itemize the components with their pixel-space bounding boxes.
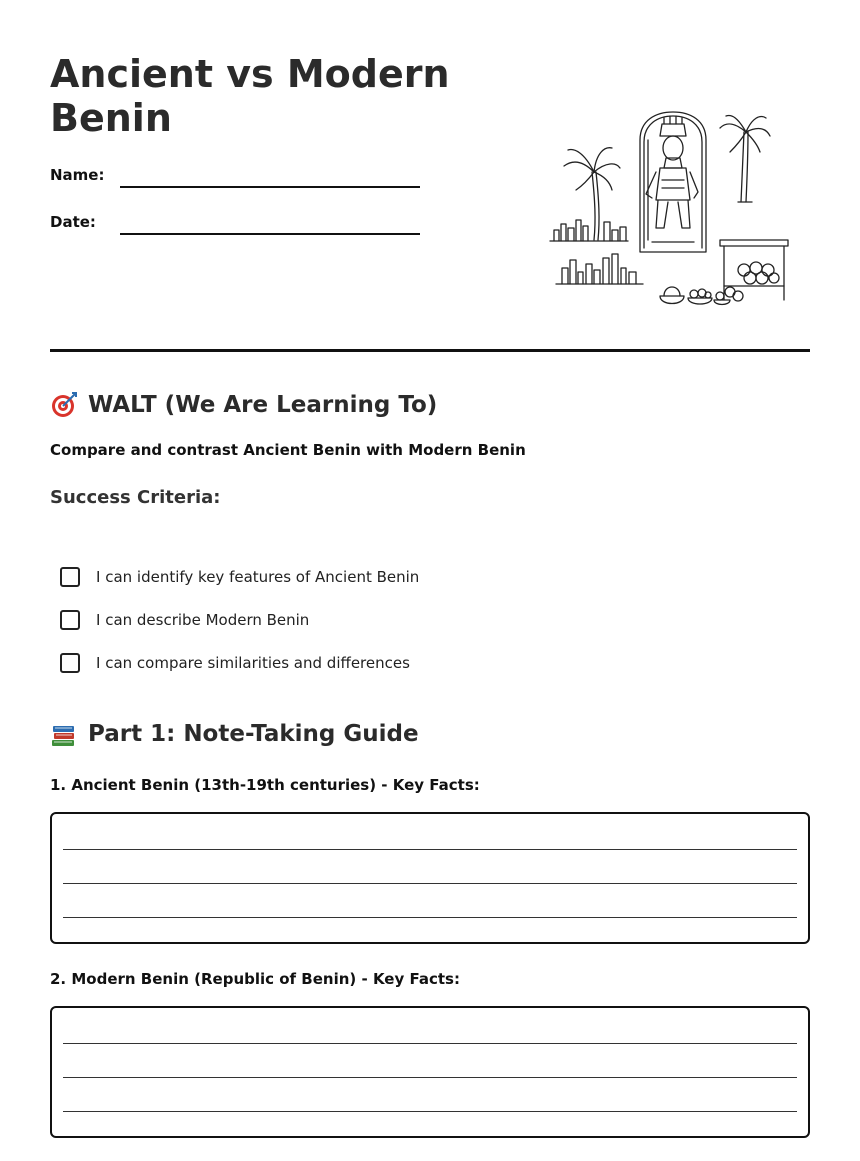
name-input-line[interactable]: [120, 186, 420, 188]
question-2-label: 2. Modern Benin (Republic of Benin) - Key Facts:: [50, 970, 460, 988]
criteria-item: [60, 555, 660, 598]
date-input-line[interactable]: [120, 233, 420, 235]
question-2-notes-box[interactable]: [50, 1006, 810, 1138]
note-line: [63, 1077, 797, 1078]
success-criteria-heading: Success Criteria:: [50, 487, 221, 508]
part1-heading-text: Part 1: Note-Taking Guide: [88, 721, 419, 747]
worksheet-title: Ancient vs Modern Benin: [50, 52, 450, 140]
criteria-item: [60, 641, 660, 684]
question-1-label: 1. Ancient Benin (13th-19th centuries) - Key Facts:: [50, 776, 480, 794]
date-label: Date:: [50, 213, 96, 231]
note-line: [63, 849, 797, 850]
fruit-baskets: [660, 287, 730, 305]
note-line: [63, 883, 797, 884]
target-icon: [50, 391, 78, 419]
benin-warrior-figure: [646, 116, 698, 242]
note-line: [63, 917, 797, 918]
header-divider: [50, 349, 810, 352]
part1-heading: [50, 720, 419, 748]
palm-tree-left: [564, 148, 620, 240]
market-stall: [720, 240, 788, 301]
criteria-checkbox[interactable]: [60, 653, 80, 673]
note-line: [63, 1111, 797, 1112]
benin-illustration: [548, 110, 793, 315]
city-skyline-upper: [550, 220, 628, 241]
walt-heading: [50, 391, 437, 419]
walt-objective: Compare and contrast Ancient Benin with Modern Benin: [50, 441, 526, 459]
walt-heading-text: WALT (We Are Learning To): [88, 392, 438, 418]
name-label: Name:: [50, 166, 105, 184]
criteria-checkbox[interactable]: [60, 610, 80, 630]
palm-tree-right: [720, 116, 770, 202]
criteria-item: [60, 598, 660, 641]
success-criteria-list: [60, 555, 660, 684]
note-line: [63, 1043, 797, 1044]
criteria-text: I can describe Modern Benin: [96, 610, 310, 629]
criteria-text: I can identify key features of Ancient Benin: [96, 567, 420, 586]
criteria-text: I can compare similarities and differences: [96, 653, 410, 672]
city-skyline-lower: [556, 254, 643, 284]
criteria-checkbox[interactable]: [60, 567, 80, 587]
shrine-arch: [640, 112, 706, 252]
books-icon: [50, 720, 78, 748]
question-1-notes-box[interactable]: [50, 812, 810, 944]
